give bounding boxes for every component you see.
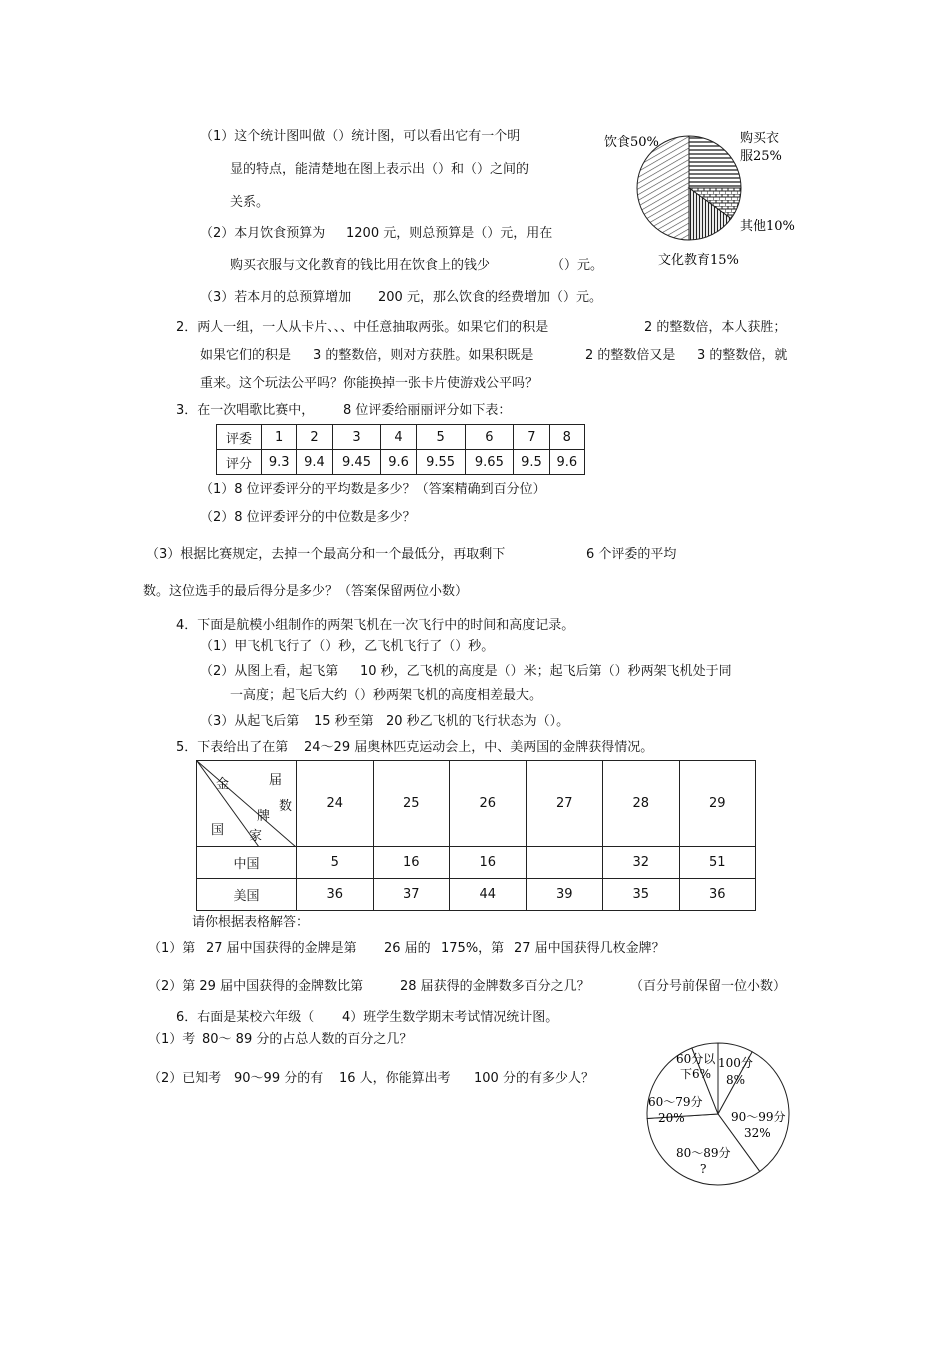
diagonal-header-cell — [197, 761, 297, 847]
q3-sub3-a: （3）根据比赛规定，去掉一个最高分和一个最低分，再取剩下 — [146, 547, 506, 562]
q3-sub3-b: 6 个评委的平均 — [586, 547, 677, 562]
pie1-label-food: 饮食50% — [604, 135, 659, 150]
table-cell: 32 — [603, 847, 680, 879]
table-cell: 44 — [450, 879, 527, 911]
q4-sub2-c: 一高度；起飞后大约（）秒两架飞机的高度相差最大。 — [230, 688, 543, 703]
q4-sub3-c: 20 秒乙飞机的飞行状态为（）。 — [386, 714, 570, 729]
table-header-cell: 评分 — [217, 450, 262, 475]
q4-sub2-b: 10 秒，乙飞机的高度是（）米；起飞后第（）秒两架飞机处于同 — [360, 664, 732, 679]
table-cell: 5 — [416, 425, 465, 450]
q5-intro-a: 5．下表给出了在第 — [176, 740, 289, 755]
table-cell: 35 — [603, 879, 680, 911]
pie2-label-100-a: 100分 — [718, 1056, 753, 1070]
q1-part3-b: 200 元，那么饮食的经费增加（）元。 — [378, 290, 602, 305]
q6-sub2-c: 16 人，你能算出考 — [339, 1071, 451, 1086]
pie1-label-clothes-2: 服25% — [740, 149, 782, 164]
table-cell — [526, 847, 603, 879]
corner-jia: 家 — [249, 829, 263, 844]
q4-sub2-a: （2）从图上看，起飞第 — [200, 664, 339, 679]
budget-pie-chart — [600, 125, 815, 275]
q5-sub1-b: 27 届中国获得的金牌是第 — [206, 941, 357, 956]
table-cell: 9.45 — [332, 450, 381, 475]
q1-part2-line2a: 购买衣服与文化教育的钱比用在饮食上的钱少 — [230, 258, 491, 273]
q6-sub1-a: （1）考 — [148, 1032, 196, 1047]
pie2-label-below-a: 60分以 — [676, 1052, 716, 1066]
pie1-slice-clothes — [689, 136, 741, 188]
q3-sub3-c: 数。这位选手的最后得分是多少？（答案保留两位小数） — [143, 584, 469, 599]
pie2-label-80-a: 80～89分 — [676, 1146, 731, 1160]
table-cell: 16 — [450, 847, 527, 879]
q5-after: 请你根据表格解答： — [192, 915, 310, 930]
q4-intro: 4．下面是航模小组制作的两架飞机在一次飞行中的时间和高度记录。 — [176, 618, 575, 633]
q5-intro-b: 24～29 届奥林匹克运动会上，中、美两国的金牌获得情况。 — [304, 740, 654, 755]
corner-jie: 届 — [269, 773, 283, 788]
score-pie-chart — [640, 1040, 800, 1190]
q2-line1a: 2．两人一组，一人从卡片、、、中任意抽取两张。如果它们的积是 — [176, 320, 549, 335]
table-cell: 7 — [514, 425, 549, 450]
pie2-label-90-a: 90～99分 — [731, 1110, 786, 1124]
q1-part1-line1: （1）这个统计图叫做（）统计图，可以看出它有一个明 — [200, 129, 521, 144]
corner-pai: 牌 — [257, 809, 271, 824]
q3-sub2: （2）8 位评委评分的中位数是多少？ — [200, 510, 416, 525]
table-cell: 9.5 — [514, 450, 549, 475]
table-row — [217, 425, 585, 450]
table-cell: 9.6 — [381, 450, 416, 475]
table-cell: 51 — [679, 847, 756, 879]
q6-sub2-d: 100 分的有多少人？ — [474, 1071, 594, 1086]
q6-sub2-b: 90～99 分的有 — [234, 1071, 324, 1086]
judge-score-table — [216, 424, 585, 475]
table-cell: 3 — [332, 425, 381, 450]
table-cell: 9.6 — [549, 450, 584, 475]
q5-sub1-a: （1）第 — [148, 941, 196, 956]
q1-part1-line2: 显的特点，能清楚地在图上表示出（）和（）之间的 — [230, 162, 530, 177]
pie2-label-60-b: 20% — [658, 1111, 685, 1125]
table-cell: 9.4 — [297, 450, 332, 475]
table-cell: 9.65 — [465, 450, 514, 475]
table-cell: 1 — [262, 425, 297, 450]
table-header-cell: 24 — [297, 761, 374, 847]
q1-part2-line2b: （）元。 — [551, 258, 604, 273]
table-cell: 16 — [373, 847, 450, 879]
q6-intro-b: 4）班学生数学期末考试情况统计图。 — [342, 1010, 559, 1025]
pie1-slice-food — [637, 136, 689, 240]
q3-intro-a: 3．在一次唱歌比赛中， — [176, 403, 315, 418]
table-cell: 39 — [526, 879, 603, 911]
table-cell: 4 — [381, 425, 416, 450]
table-cell: 2 — [297, 425, 332, 450]
q5-sub1-e: 27 届中国获得几枚金牌？ — [514, 941, 665, 956]
pie2-label-below-b: 下6% — [680, 1067, 712, 1081]
corner-shu: 数 — [279, 799, 293, 814]
q1-part1-line3: 关系。 — [230, 195, 270, 210]
q1-part3-a: （3）若本月的总预算增加 — [200, 290, 352, 305]
q2-line3: 重来。这个玩法公平吗？你能换掉一张卡片使游戏公平吗？ — [200, 376, 539, 391]
q2-line2d: 3 的整数倍，就 — [697, 348, 788, 363]
pie1-label-edu: 文化教育15% — [658, 253, 739, 268]
q3-sub1: （1）8 位评委评分的平均数是多少？（答案精确到百分位） — [200, 482, 546, 497]
q2-line2c: 2 的整数倍又是 — [585, 348, 676, 363]
table-header-cell: 25 — [373, 761, 450, 847]
table-header-cell: 29 — [679, 761, 756, 847]
q5-sub2-a: （2）第 29 届中国获得的金牌数比第 — [148, 979, 364, 994]
pie1-label-other: 其他10% — [740, 219, 795, 234]
table-row — [197, 879, 756, 911]
table-cell: 36 — [679, 879, 756, 911]
table-header-cell: 26 — [450, 761, 527, 847]
table-row — [197, 847, 756, 879]
table-cell: 36 — [297, 879, 374, 911]
table-cell: 9.55 — [416, 450, 465, 475]
q5-sub1-c: 26 届的 — [384, 941, 431, 956]
q1-part2-line1a: （2）本月饮食预算为 — [200, 226, 326, 241]
q5-sub1-d: 175%，第 — [441, 941, 505, 956]
q6-intro-a: 6．右面是某校六年级（ — [176, 1010, 315, 1025]
pie2-label-60-a: 60～79分 — [648, 1095, 703, 1109]
pie1-label-clothes-1: 购买衣 — [740, 131, 780, 146]
q6-sub2-a: （2）已知考 — [148, 1071, 222, 1086]
table-header-cell: 28 — [603, 761, 680, 847]
q3-intro-b: 8 位评委给丽丽评分如下表： — [343, 403, 512, 418]
q6-sub1-b: 80～ 89 分的占总人数的百分之几？ — [202, 1032, 413, 1047]
table-header-cell: 27 — [526, 761, 603, 847]
q5-sub2-b: 28 届获得的金牌数多百分之几？ — [400, 979, 590, 994]
table-cell: 9.3 — [262, 450, 297, 475]
q5-sub2-c: （百分号前保留一位小数） — [630, 979, 787, 994]
corner-jin: 金 — [216, 777, 230, 792]
pie2-label-100-b: 8% — [726, 1073, 746, 1087]
pie2-label-90-b: 32% — [744, 1126, 771, 1140]
q1-part2-line1b: 1200 元，则总预算是（）元，用在 — [346, 226, 553, 241]
q2-line1b: 2 的整数倍，本人获胜； — [644, 320, 787, 335]
q4-sub3-b: 15 秒至第 — [314, 714, 374, 729]
table-header-cell: 美国 — [197, 879, 297, 911]
table-header-cell: 中国 — [197, 847, 297, 879]
q4-sub1: （1）甲飞机飞行了（）秒，乙飞机飞行了（）秒。 — [200, 639, 495, 654]
corner-guo: 国 — [211, 823, 225, 838]
table-cell: 37 — [373, 879, 450, 911]
table-cell: 5 — [297, 847, 374, 879]
q4-sub3-a: （3）从起飞后第 — [200, 714, 300, 729]
table-row — [217, 450, 585, 475]
pie2-label-80-b: ? — [700, 1162, 707, 1176]
table-row — [197, 761, 756, 847]
table-cell: 8 — [549, 425, 584, 450]
table-header-cell: 评委 — [217, 425, 262, 450]
q2-line2a: 如果它们的积是 — [200, 348, 292, 363]
q2-line2b: 3 的整数倍，则对方获胜。如果积既是 — [313, 348, 534, 363]
olympic-gold-table — [196, 760, 756, 911]
table-cell: 6 — [465, 425, 514, 450]
